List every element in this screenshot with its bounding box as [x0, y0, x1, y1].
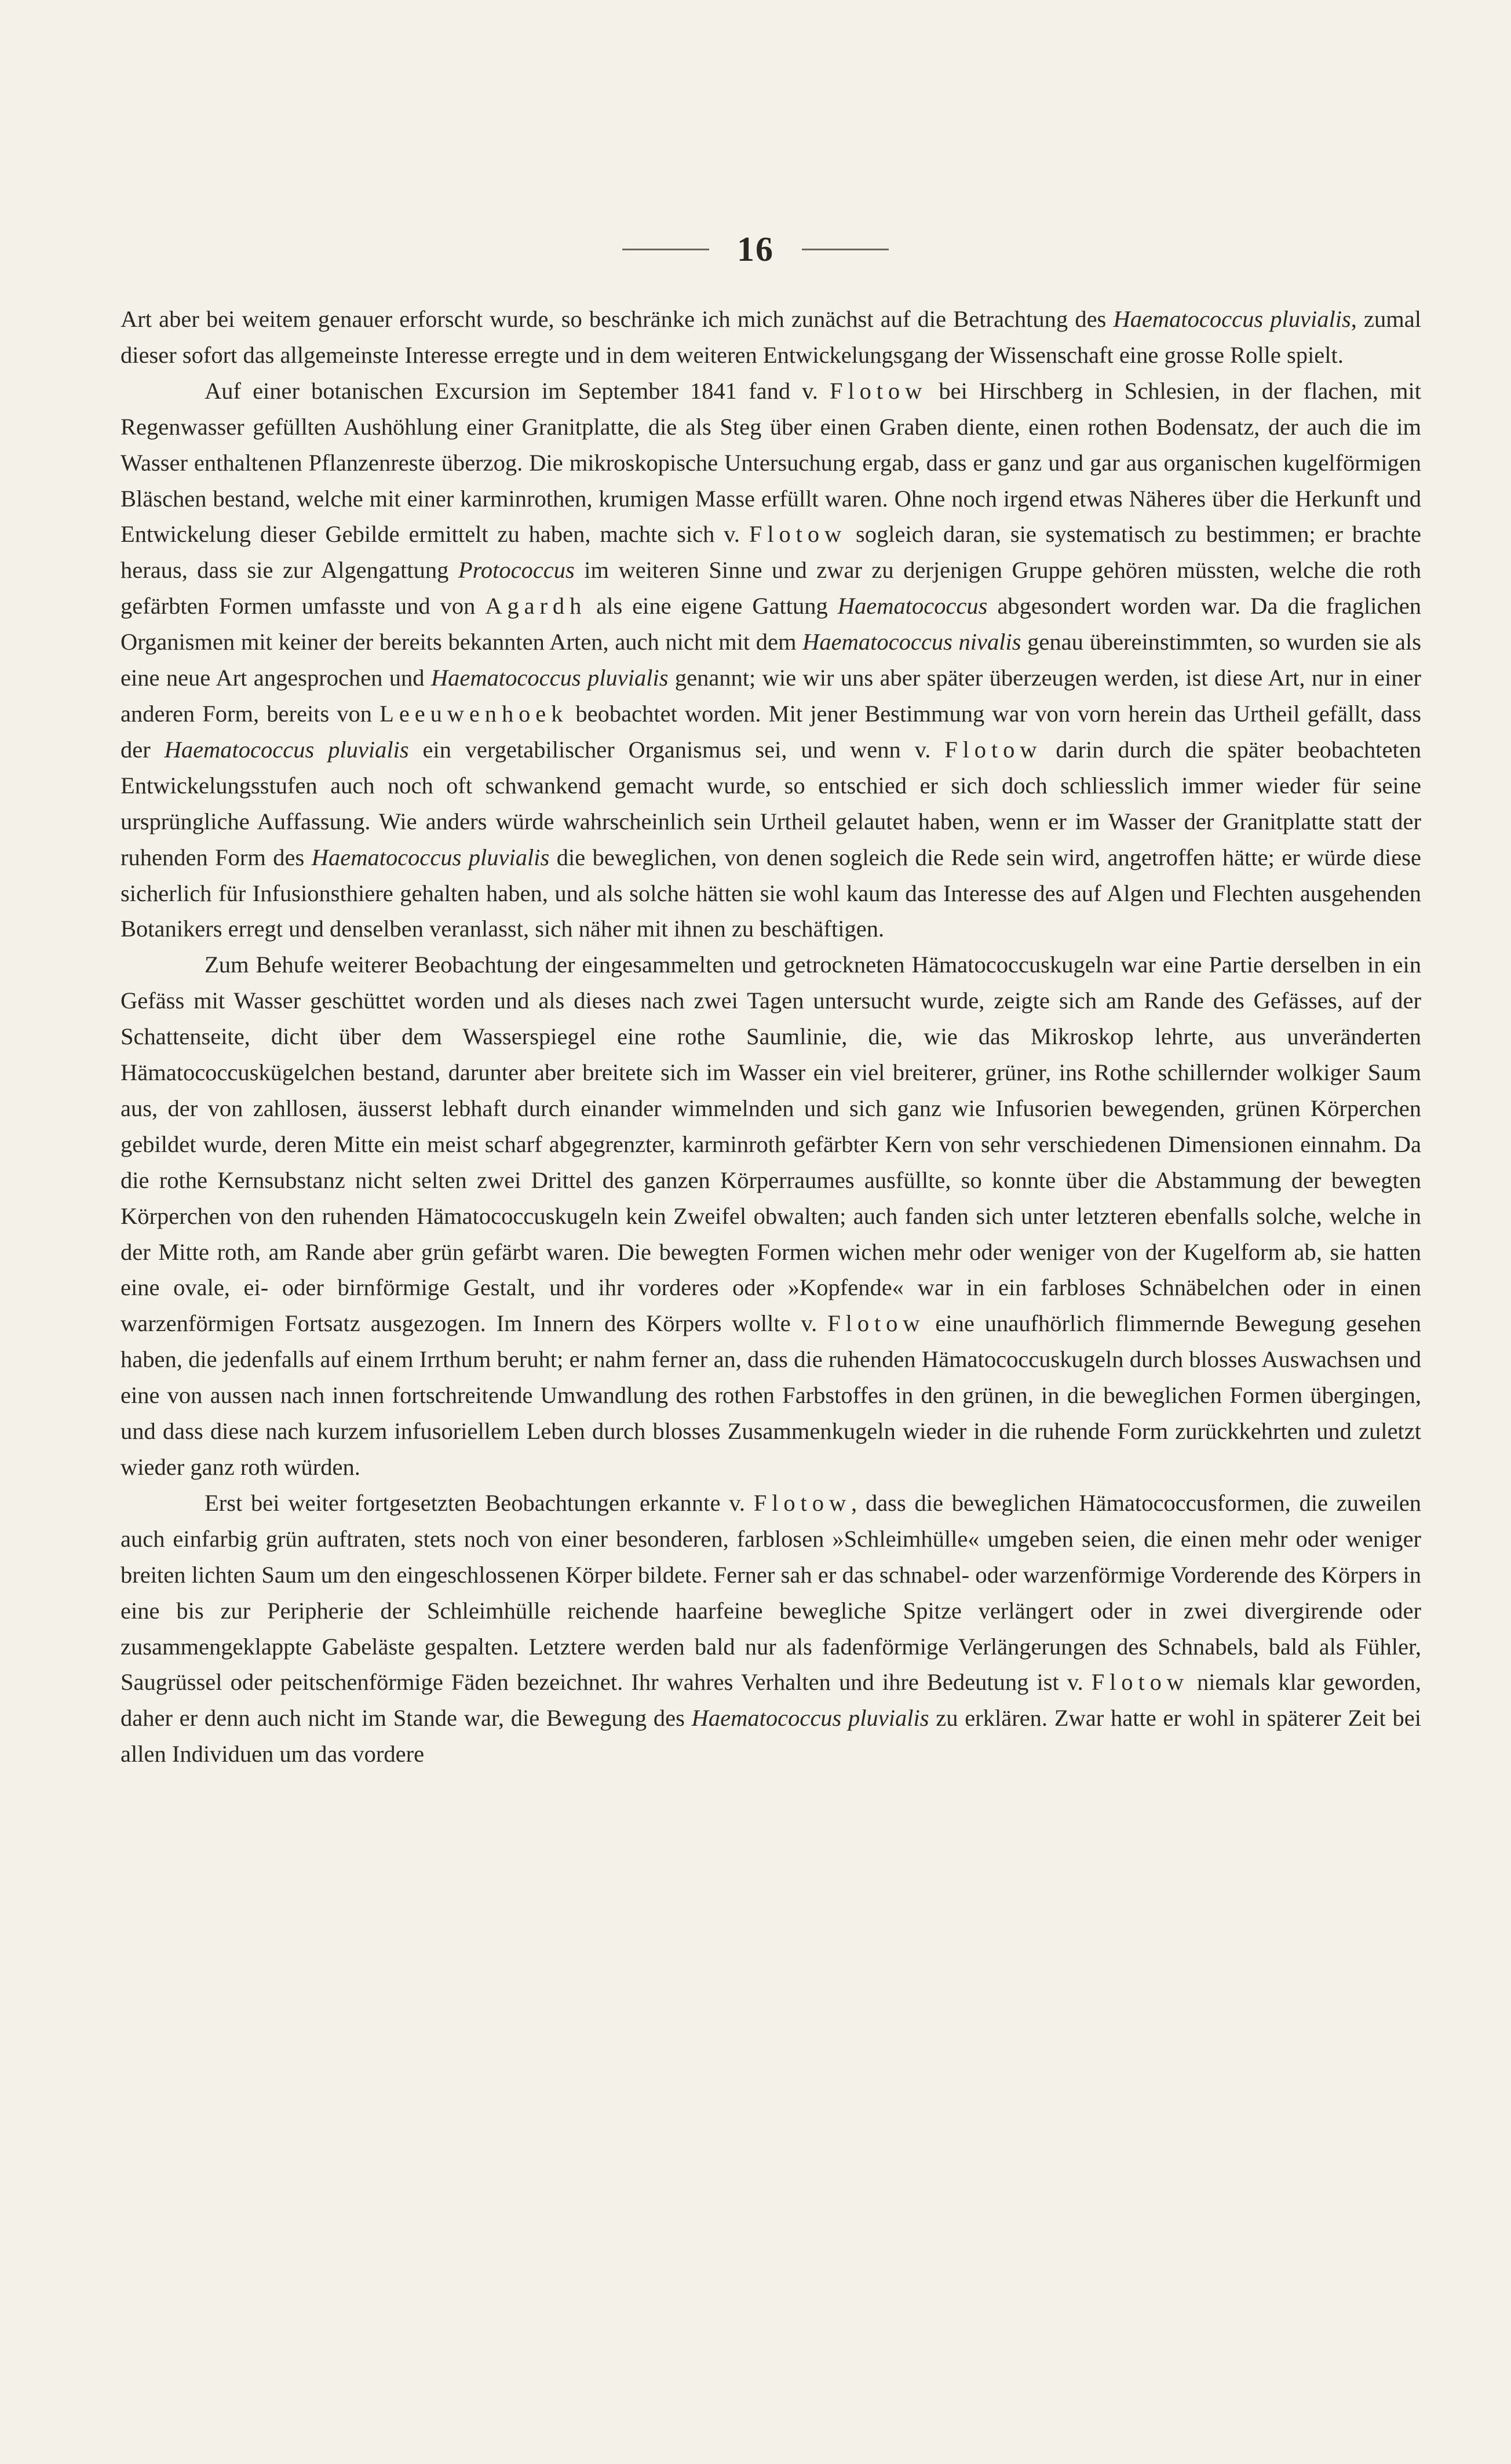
text-run: Auf einer botanischen Excursion im September 1841 fand v.: [205, 377, 830, 404]
page-number: 16: [737, 229, 774, 268]
genus-name: Protococcus: [458, 557, 575, 584]
text-run: , dass die beweglichen Hämatococcusformen, die zuweilen auch einfarbig grün auftraten, stets noch von einer besonderen, farblosen »Schleimhülle« umgeben seien, die einen mehr oder weniger breiten lichten Saum um den eingeschlossenen Körper bildete. Ferner sah er das schnabel- oder warzenförmige Vorderende des Körpers in eine bis zur Peripherie der Schleimhülle reichende haarfeine bewegliche Spitze verlängert oder in zwei divergirende oder zusammengeklappte Gabeläste gespalten. Letztere werden bald nur als fadenförmige Verlängerungen des Schnabels, bald als Fühler, Saugrüssel oder peitschenförmige Fäden bezeichnet. Ihr wahres Verhalten und ihre Bedeutung ist v.: [121, 1489, 1421, 1696]
genus-name: Haematococcus: [837, 593, 988, 619]
body-text: [121, 301, 1421, 1772]
text-run: genannt; wie wir uns aber später überzeugen werden, ist diese Art, nur in einer anderen Form, bereits von: [121, 665, 1421, 727]
author-name: Flotow: [827, 1310, 925, 1337]
text-run: darin durch die später beobachteten Entwickelungsstufen auch noch oft schwankend gemacht wurde, so entschied er sich doch schliesslich immer wieder für seine ursprüngliche Auffassung. Wie anders würde wahrscheinlich sein Urtheil gelautet haben, wenn er im Wasser der Granitplatte statt der ruhenden Form des: [121, 736, 1421, 870]
author-name: Agardh: [485, 593, 587, 619]
text-run: zu erklären. Zwar hatte er wohl in späterer Zeit bei allen Individuen um das vordere: [121, 1705, 1421, 1767]
author-name: Flotow: [753, 1489, 852, 1516]
text-run: genau übereinstimmten, so wurden sie als eine neue Art angesprochen und: [121, 629, 1421, 691]
author-name: Flotow: [944, 736, 1042, 763]
paragraph-1: [121, 301, 1421, 373]
author-name: Leeuwenhoek: [379, 700, 568, 727]
text-run: als eine eigene Gattung: [586, 593, 838, 619]
header-rule-right: [802, 249, 889, 250]
text-run: bei Hirschberg in Schlesien, in der flachen, mit Regenwasser gefüllten Aushöhlung einer Granitplatte, die als Steg über einen Graben diente, einen rothen Bodensatz, der auch die im Wasser enthaltenen Pflanzenreste überzog. Die mikroskopische Untersuchung ergab, dass er ganz und gar aus organischen kugelförmigen Bläschen bestand, welche mit einer karminrothen, krumigen Masse erfüllt waren. Ohne noch irgend etwas Näheres über die Herkunft und Entwickelung dieser Gebilde ermittelt zu haben, machte sich v.: [121, 377, 1421, 548]
text-run: sogleich daran, sie systematisch zu bestimmen; er brachte heraus, dass sie zur Algengattung: [121, 521, 1421, 584]
paragraph-3: [121, 947, 1421, 1485]
species-name: Haematococcus pluvialis: [430, 665, 669, 691]
species-name: Haematococcus pluvialis: [164, 736, 409, 763]
text-run: Art aber bei weitem genauer erforscht wurde, so beschränke ich mich zunächst auf die Betrachtung des: [121, 306, 1114, 332]
text-run: niemals klar geworden, daher er denn auch nicht im Stande war, die Bewegung des: [121, 1669, 1422, 1732]
species-name: Haematococcus pluvialis: [691, 1705, 929, 1732]
text-run: im weiteren Sinne und zwar zu derjenigen Gruppe gehören müssten, welche die roth gefärbten Formen umfasste und von: [121, 557, 1421, 619]
text-run: Zum Behufe weiterer Beobachtung der eingesammelten und getrockneten Hämatococcuskugeln war eine Partie derselben in ein Gefäss mit Wasser geschüttet worden und als dieses nach zwei Tagen untersucht wurde, zeigte sich am Rande des Gefässes, auf der Schattenseite, dicht über dem Wasserspiegel eine rothe Saumlinie, die, wie das Mikroskop lehrte, aus unveränderten Hämatococcuskügelchen bestand, darunter aber breitete sich im Wasser ein viel breiterer, grüner, ins Rothe schillernder wolkiger Saum aus, der von zahllosen, äusserst lebhaft durch einander wimmelnden und sich ganz wie Infusorien bewegenden, grünen Körperchen gebildet wurde, deren Mitte ein meist scharf abgegrenzter, karminroth gefärbter Kern von sehr verschiedenen Dimensionen einnahm. Da die rothe Kernsubstanz nicht selten zwei Drittel des ganzen Körperraumes ausfüllte, so konnte über die Abstammung der bewegten Körperchen von den ruhenden Hämatococcuskugeln kein Zweifel obwalten; auch fanden sich unter letzteren ebenfalls solche, welche in der Mitte roth, am Rande aber grün gefärbt waren. Die bewegten Formen wichen mehr oder weniger von der Kugelform ab, sie hatten eine ovale, ei- oder birnförmige Gestalt, und ihr vorderes oder »Kopfende« war in ein farbloses Schnäbelchen oder in einen warzenförmigen Fortsatz ausgezogen. Im Innern des Körpers wollte v.: [121, 952, 1421, 1337]
species-name: Haematococcus pluvialis: [311, 844, 550, 870]
text-run: ein vergetabilischer Organismus sei, und wenn v.: [408, 736, 945, 763]
text-run: beobachtet worden. Mit jener Bestimmung war von vorn herein das Urtheil gefällt, dass der: [121, 700, 1421, 763]
header-rule-left: [622, 249, 709, 250]
species-name: Haematococcus nivalis: [802, 629, 1021, 655]
author-name: Flotow: [1091, 1669, 1189, 1696]
text-run: , zumal dieser sofort das allgemeinste Interesse erregte und in dem weiteren Entwickelungsgang der Wissenschaft eine grosse Rolle spielt.: [121, 306, 1421, 368]
text-run: abgesondert worden war. Da die fraglichen Organismen mit keiner der bereits bekannten Arten, auch nicht mit dem: [121, 593, 1421, 655]
species-name: Haematococcus pluvialis: [1113, 306, 1351, 332]
text-run: Erst bei weiter fortgesetzten Beobachtungen erkannte v.: [205, 1489, 754, 1516]
text-run: eine unaufhörlich flimmernde Bewegung gesehen haben, die jedenfalls auf einem Irrthum beruht; er nahm ferner an, dass die ruhenden Hämatococcuskugeln durch blosses Auswachsen und eine von aussen nach innen fortschreitende Umwandlung des rothen Farbstoffes in den grünen, in die beweglichen Formen übergingen, und dass diese nach kurzem infusoriellem Leben durch blosses Zusammenkugeln wieder in die ruhende Form zurückkehrten und zuletzt wieder ganz roth würden.: [121, 1310, 1422, 1480]
text-run: die beweglichen, von denen sogleich die Rede sein wird, angetroffen hätte; er würde diese sicherlich für Infusionsthiere gehalten haben, und als solche hätten sie wohl kaum das Interesse des auf Algen und Flechten ausgehenden Botanikers erregt und denselben veranlasst, sich näher mit ihnen zu beschäftigen.: [121, 844, 1421, 942]
paragraph-4: [121, 1485, 1421, 1772]
author-name: Flotow: [749, 521, 847, 548]
author-name: Flotow: [830, 377, 928, 404]
paragraph-2: [121, 373, 1421, 947]
page-header: [0, 223, 1511, 275]
